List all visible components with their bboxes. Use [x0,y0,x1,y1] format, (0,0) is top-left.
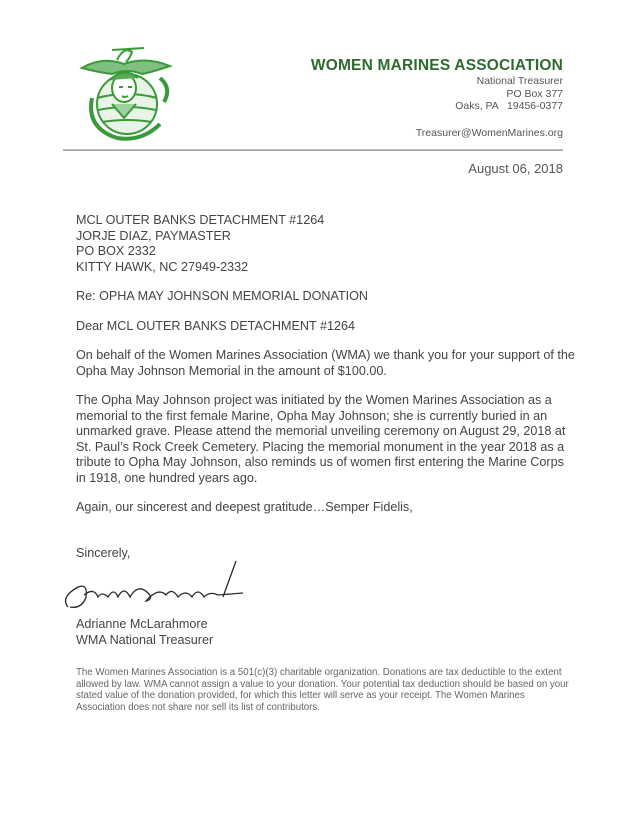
org-address-line-1: National Treasurer [476,75,563,87]
signature-block [76,546,576,649]
valediction: Sincerely, [76,545,131,560]
letterhead [311,57,563,139]
org-email: Treasurer@WomenMarines.org [415,126,563,139]
letter-body [76,213,576,648]
ega-emblem-logo [72,38,182,144]
signer-title: WMA National Treasurer [76,632,214,647]
subject-line: Re: OPHA MAY JOHNSON MEMORIAL DONATION [76,289,369,303]
handwritten-signature [58,557,258,617]
recipient-line-3: PO BOX 2332 [76,244,156,258]
org-address-line-2: PO Box 377 [506,87,563,100]
paragraph-gratitude: Again, our sincerest and deepest gratitude…Semper Fidelis, [76,500,413,514]
org-address-line-3: Oaks, PA 19456-0377 [455,100,563,112]
tax-disclaimer: The Women Marines Association is a 501(c)(3) charitable organization. Donations are tax deductible to the extent allowed by law. WMA cannot assign a value to your donation. Your potential tax deduction should be based on your stated value of the donation provided, for which this letter will serve as your receipt. The Women Marines Association does not share nor sell its list of contributors. [76,667,569,714]
paragraph-thanks: On behalf of the Women Marines Association (WMA) we thank you for your support of the Opha May Johnson Memorial in the amount of $100.00. [76,348,575,378]
recipient-line-2: JORJE DIAZ, PAYMASTER [76,228,231,243]
salutation: Dear MCL OUTER BANKS DETACHMENT #1264 [76,318,355,333]
header-divider [63,149,563,151]
paragraph-project: The Opha May Johnson project was initiated by the Women Marines Association as a memorial to the first female Marine, Opha May Johnson; she is currently buried in an unmarked grave. Please attend the memorial unveiling ceremony on August 29, 2018 at St. Paul’s Rock Creek Cemetery. Placing the memorial monument in the year 2018 as a tribute to Opha May Johnson, also reminds us of women first entering the Marine Corps in 1918, one hundred years ago. [76,393,566,485]
letter-date: August 06, 2018 [468,161,563,176]
recipient-line-4: KITTY HAWK, NC 27949-2332 [76,259,249,274]
org-name: WOMEN MARINES ASSOCIATION [310,57,563,74]
recipient-line-1: MCL OUTER BANKS DETACHMENT #1264 [76,213,325,227]
recipient-address [76,213,576,275]
signer-name: Adrianne McLarahmore [76,617,208,631]
